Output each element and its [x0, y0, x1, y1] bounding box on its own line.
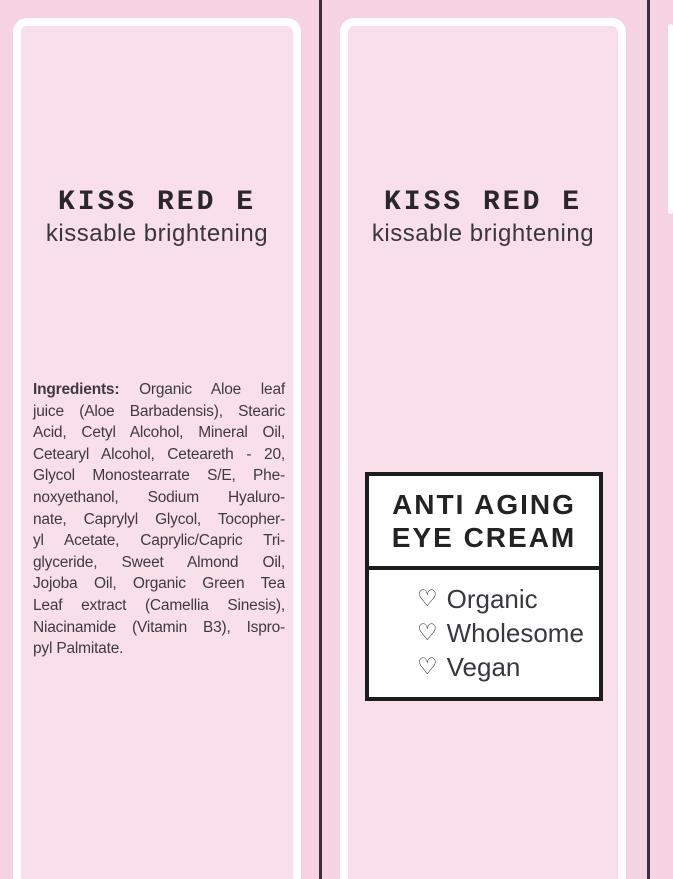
heart-outline-icon: ♡	[417, 585, 438, 612]
feature-label: Wholesome	[446, 617, 584, 648]
brand-name: KISS RED E	[383, 187, 583, 218]
ingredients-line: noxyethanol, Sodium Hyaluro-	[33, 488, 285, 506]
heart-outline-icon: ♡	[417, 653, 438, 680]
feature-item	[417, 582, 599, 616]
product-title-line2: EYE CREAM	[391, 522, 577, 553]
product-info-box	[365, 472, 603, 701]
ingredients-line: Glycol Monostearrate S/E, Phe-	[33, 467, 285, 485]
ingredients-line: juice (Aloe Barbadensis), Stearic	[33, 402, 285, 420]
product-title	[369, 476, 599, 570]
adjacent-panel-edge	[668, 24, 673, 214]
brand-tagline: kissable brightening	[45, 220, 269, 247]
right-panel	[340, 18, 626, 879]
feature-label: Vegan	[446, 651, 521, 682]
brand-name: KISS RED E	[57, 187, 257, 218]
ingredients-line: Jojoba Oil, Organic Green Tea	[33, 575, 285, 593]
feature-item	[417, 650, 599, 684]
feature-item	[417, 616, 599, 650]
ingredients-line: Cetearyl Alcohol, Ceteareth - 20,	[33, 445, 285, 463]
ingredients-line	[33, 379, 285, 401]
feature-label: Organic	[446, 583, 538, 614]
product-title-line1: ANTI AGING	[392, 489, 576, 520]
ingredients-line: yl Acetate, Caprylic/Capric Tri-	[33, 532, 285, 550]
ingredients-label: Ingredients:	[33, 381, 120, 398]
heart-outline-icon: ♡	[417, 619, 438, 646]
ingredients-block	[33, 379, 285, 660]
ingredients-line: nate, Caprylyl Glycol, Tocopher-	[33, 510, 285, 528]
fold-line-left	[319, 0, 322, 879]
ingredients-line: glyceride, Sweet Almond Oil,	[33, 553, 285, 571]
brand-tagline: kissable brightening	[371, 220, 595, 247]
ingredients-line: Acid, Cetyl Alcohol, Mineral Oil,	[33, 424, 285, 442]
ingredients-text: Organic Aloe leaf	[139, 381, 285, 398]
ingredients-line: pyl Palmitate.	[33, 640, 124, 658]
left-brand-block	[13, 188, 301, 248]
ingredients-line: Leaf extract (Camellia Sinesis),	[33, 596, 285, 614]
fold-line-right	[647, 0, 650, 879]
ingredients-line: Niacinamide (Vitamin B3), Ispro-	[33, 618, 285, 636]
right-brand-block	[340, 188, 626, 248]
features-list	[369, 570, 599, 684]
